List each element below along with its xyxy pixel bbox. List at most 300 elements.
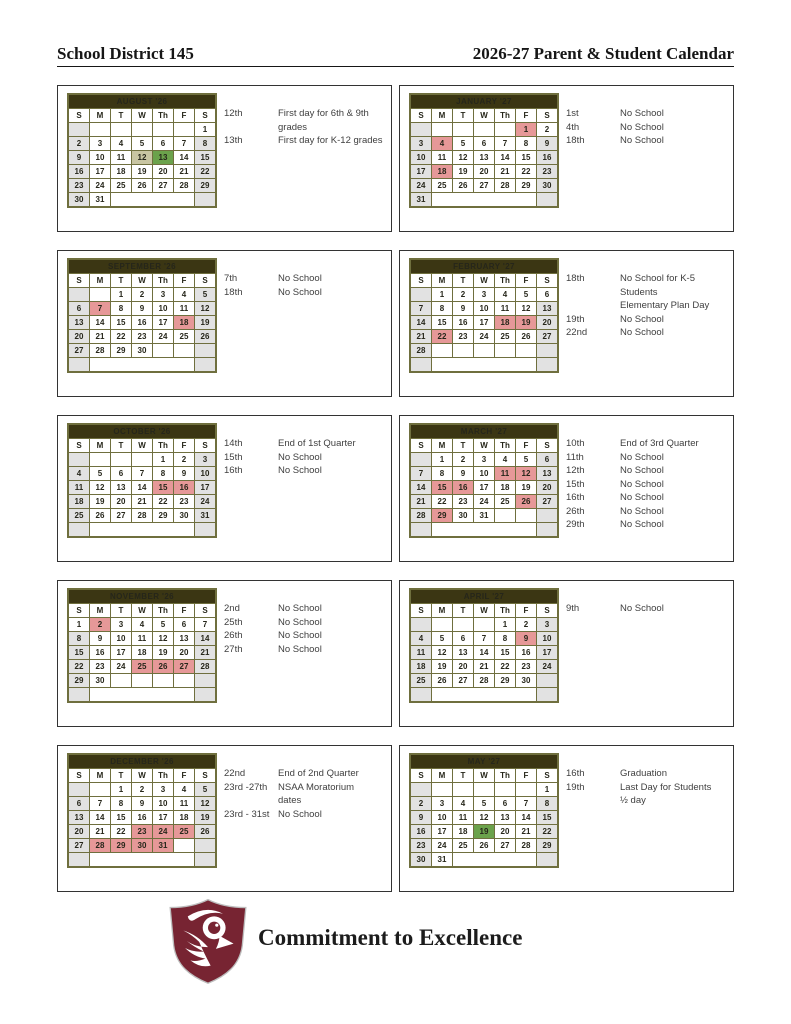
empty-cell [432, 358, 537, 373]
empty-cell [153, 674, 174, 688]
hawk-shield-logo [164, 897, 252, 985]
note-description: End of 3rd Quarter [620, 438, 699, 449]
empty-cell [174, 344, 195, 358]
date-cell-23: 23 [132, 825, 153, 839]
date-cell-18: 18 [453, 825, 474, 839]
date-cell-24: 24 [90, 179, 111, 193]
date-cell-12: 12 [132, 151, 153, 165]
empty-cell [410, 783, 432, 797]
date-cell-8: 8 [516, 137, 537, 151]
day-header-cell: F [516, 274, 537, 288]
date-cell-19: 19 [195, 316, 217, 330]
date-cell-14: 14 [495, 151, 516, 165]
date-cell-16: 16 [516, 646, 537, 660]
empty-cell [474, 123, 495, 137]
day-header-cell: S [410, 604, 432, 618]
date-cell-13: 13 [68, 811, 90, 825]
date-cell-4: 4 [495, 288, 516, 302]
month-panel-december-26 [57, 745, 392, 892]
date-cell-25: 25 [68, 509, 90, 523]
date-cell-21: 21 [474, 660, 495, 674]
month-notes [566, 107, 727, 148]
date-cell-6: 6 [68, 302, 90, 316]
date-cell-30: 30 [453, 509, 474, 523]
empty-cell [90, 783, 111, 797]
date-cell-27: 27 [537, 495, 559, 509]
date-cell-23: 23 [453, 330, 474, 344]
day-header-cell: S [537, 769, 559, 783]
date-cell-13: 13 [453, 646, 474, 660]
note-description: End of 2nd Quarter [278, 768, 359, 779]
date-cell-9: 9 [516, 632, 537, 646]
date-cell-26: 26 [432, 674, 453, 688]
note-description: No School [278, 616, 322, 628]
empty-cell [195, 674, 217, 688]
note-description: No School [278, 643, 322, 655]
empty-cell [432, 344, 453, 358]
note-date: 18th [224, 286, 243, 298]
empty-cell [132, 674, 153, 688]
date-cell-29: 29 [537, 839, 559, 853]
empty-cell [68, 783, 90, 797]
date-cell-19: 19 [90, 495, 111, 509]
date-cell-28: 28 [132, 509, 153, 523]
note-date: 18th [566, 273, 585, 284]
day-header-cell: S [410, 439, 432, 453]
note-row [566, 107, 727, 121]
date-cell-3: 3 [90, 137, 111, 151]
date-cell-4: 4 [174, 783, 195, 797]
date-cell-24: 24 [432, 839, 453, 853]
date-cell-14: 14 [474, 646, 495, 660]
month-panel-september-26 [57, 250, 392, 397]
empty-cell [410, 453, 432, 467]
calendar-table [409, 588, 559, 703]
date-cell-15: 15 [68, 646, 90, 660]
calendar-table [67, 423, 217, 538]
date-cell-22: 22 [495, 660, 516, 674]
date-cell-9: 9 [410, 811, 432, 825]
empty-cell [495, 123, 516, 137]
empty-cell [195, 839, 217, 853]
date-cell-19: 19 [432, 660, 453, 674]
date-cell-17: 17 [474, 481, 495, 495]
date-cell-2: 2 [410, 797, 432, 811]
empty-cell [111, 193, 195, 208]
date-cell-22: 22 [537, 825, 559, 839]
note-row [224, 451, 385, 465]
day-header-cell: M [432, 769, 453, 783]
date-cell-3: 3 [474, 288, 495, 302]
empty-cell [432, 783, 453, 797]
date-cell-5: 5 [90, 467, 111, 481]
date-cell-27: 27 [68, 839, 90, 853]
date-cell-24: 24 [410, 179, 432, 193]
date-cell-19: 19 [474, 825, 495, 839]
empty-cell [537, 358, 559, 373]
date-cell-4: 4 [174, 288, 195, 302]
date-cell-26: 26 [153, 660, 174, 674]
date-cell-15: 15 [495, 646, 516, 660]
note-description: No School [278, 286, 322, 298]
date-cell-8: 8 [111, 797, 132, 811]
month-notes [224, 272, 385, 299]
date-cell-30: 30 [537, 179, 559, 193]
date-cell-12: 12 [516, 467, 537, 481]
empty-cell [174, 839, 195, 853]
note-description: No School for K-5 Students Elementary Plan Day [620, 273, 710, 311]
day-header-cell: Th [495, 604, 516, 618]
date-cell-25: 25 [132, 660, 153, 674]
empty-cell [195, 688, 217, 703]
day-header-cell: Th [495, 439, 516, 453]
date-cell-18: 18 [432, 165, 453, 179]
note-row [566, 451, 727, 465]
date-cell-18: 18 [111, 165, 132, 179]
date-cell-25: 25 [111, 179, 132, 193]
empty-cell [153, 123, 174, 137]
day-header-cell: T [453, 769, 474, 783]
note-description: End of 1st Quarter [278, 438, 356, 449]
day-header-cell: S [410, 769, 432, 783]
day-header-cell: S [195, 109, 217, 123]
empty-cell [432, 123, 453, 137]
day-header-cell: F [516, 769, 537, 783]
date-cell-25: 25 [174, 825, 195, 839]
note-description: No School [620, 603, 664, 614]
date-cell-10: 10 [410, 151, 432, 165]
header-underline [57, 66, 734, 67]
date-cell-11: 11 [432, 151, 453, 165]
date-cell-14: 14 [132, 481, 153, 495]
empty-cell [453, 853, 537, 868]
empty-cell [111, 453, 132, 467]
date-cell-22: 22 [432, 330, 453, 344]
date-cell-2: 2 [453, 453, 474, 467]
date-cell-1: 1 [432, 288, 453, 302]
date-cell-25: 25 [432, 179, 453, 193]
note-row [566, 518, 727, 532]
day-header-cell: S [195, 439, 217, 453]
month-title: FEBRUARY '27 [410, 259, 558, 274]
note-date: 23rd - 31st [224, 808, 270, 820]
day-header-cell: F [174, 604, 195, 618]
date-cell-30: 30 [132, 839, 153, 853]
empty-cell [537, 509, 559, 523]
note-date: 14th [224, 438, 243, 449]
date-cell-7: 7 [132, 467, 153, 481]
date-cell-6: 6 [453, 632, 474, 646]
date-cell-2: 2 [90, 618, 111, 632]
day-header-cell: T [453, 109, 474, 123]
day-header-cell: S [410, 109, 432, 123]
day-header-cell: F [174, 274, 195, 288]
date-cell-10: 10 [537, 632, 559, 646]
empty-cell [90, 453, 111, 467]
date-cell-1: 1 [111, 783, 132, 797]
date-cell-19: 19 [195, 811, 217, 825]
date-cell-4: 4 [495, 453, 516, 467]
note-row [224, 781, 385, 808]
month-title: JANUARY '27 [410, 94, 558, 109]
date-cell-12: 12 [90, 481, 111, 495]
date-cell-15: 15 [111, 811, 132, 825]
date-cell-21: 21 [90, 330, 111, 344]
note-date: 12th [566, 465, 585, 476]
day-header-cell: M [432, 439, 453, 453]
note-description: No School [620, 451, 664, 463]
date-cell-9: 9 [453, 302, 474, 316]
date-cell-6: 6 [474, 137, 495, 151]
day-header-cell: T [453, 274, 474, 288]
empty-cell [432, 523, 537, 538]
note-row [566, 121, 727, 135]
calendar-table [409, 423, 559, 538]
date-cell-7: 7 [516, 797, 537, 811]
date-cell-4: 4 [68, 467, 90, 481]
note-row [566, 491, 727, 505]
note-date: 16th [566, 492, 585, 503]
day-header-cell: M [432, 274, 453, 288]
note-row [566, 464, 727, 478]
note-date: 16th [566, 768, 585, 779]
note-row [224, 272, 385, 286]
note-date: 15th [224, 451, 243, 463]
date-cell-17: 17 [153, 316, 174, 330]
date-cell-14: 14 [410, 316, 432, 330]
note-date: 19th [566, 313, 585, 325]
date-cell-10: 10 [153, 797, 174, 811]
note-date: 15th [566, 478, 585, 490]
month-notes [224, 107, 385, 148]
date-cell-14: 14 [410, 481, 432, 495]
date-cell-27: 27 [495, 839, 516, 853]
day-header-cell: W [474, 109, 495, 123]
date-cell-28: 28 [516, 839, 537, 853]
date-cell-17: 17 [90, 165, 111, 179]
date-cell-30: 30 [132, 344, 153, 358]
note-date: 12th [224, 108, 243, 119]
date-cell-20: 20 [68, 825, 90, 839]
date-cell-9: 9 [537, 137, 559, 151]
empty-cell [410, 288, 432, 302]
date-cell-3: 3 [111, 618, 132, 632]
date-cell-1: 1 [516, 123, 537, 137]
date-cell-1: 1 [432, 453, 453, 467]
day-header-cell: W [474, 274, 495, 288]
day-header-cell: Th [153, 274, 174, 288]
note-row [224, 134, 385, 148]
day-header-cell: Th [153, 109, 174, 123]
month-panel-october-26 [57, 415, 392, 562]
day-header-cell: T [111, 439, 132, 453]
note-date: 18th [566, 135, 585, 146]
date-cell-7: 7 [495, 137, 516, 151]
note-row [566, 767, 727, 781]
date-cell-23: 23 [68, 179, 90, 193]
day-header-cell: S [68, 109, 90, 123]
date-cell-20: 20 [68, 330, 90, 344]
date-cell-31: 31 [153, 839, 174, 853]
date-cell-21: 21 [495, 165, 516, 179]
date-cell-8: 8 [111, 302, 132, 316]
empty-cell [90, 853, 195, 868]
date-cell-8: 8 [195, 137, 217, 151]
date-cell-10: 10 [474, 467, 495, 481]
empty-cell [90, 688, 195, 703]
date-cell-21: 21 [516, 825, 537, 839]
empty-cell [537, 853, 559, 868]
day-header-cell: M [90, 604, 111, 618]
day-header-cell: S [68, 604, 90, 618]
empty-cell [432, 193, 537, 208]
date-cell-26: 26 [474, 839, 495, 853]
date-cell-7: 7 [90, 302, 111, 316]
date-cell-17: 17 [195, 481, 217, 495]
date-cell-26: 26 [453, 179, 474, 193]
empty-cell [195, 853, 217, 868]
note-description: No School [620, 108, 664, 119]
date-cell-6: 6 [111, 467, 132, 481]
date-cell-28: 28 [90, 839, 111, 853]
date-cell-16: 16 [68, 165, 90, 179]
date-cell-2: 2 [68, 137, 90, 151]
date-cell-21: 21 [174, 165, 195, 179]
day-header-cell: S [537, 604, 559, 618]
date-cell-12: 12 [474, 811, 495, 825]
day-header-cell: W [474, 604, 495, 618]
date-cell-10: 10 [153, 302, 174, 316]
note-date: 7th [224, 273, 238, 284]
empty-cell [453, 344, 474, 358]
note-description: No School [278, 603, 322, 614]
note-date: 11th [566, 451, 584, 463]
date-cell-13: 13 [174, 632, 195, 646]
district-title: School District 145 [57, 44, 194, 63]
date-cell-1: 1 [537, 783, 559, 797]
empty-cell [537, 688, 559, 703]
month-panel-may-27 [399, 745, 734, 892]
date-cell-1: 1 [195, 123, 217, 137]
day-header-cell: W [132, 109, 153, 123]
date-cell-7: 7 [410, 302, 432, 316]
date-cell-26: 26 [195, 330, 217, 344]
note-description: Last Day for Students ½ day [620, 781, 712, 806]
note-row [224, 602, 385, 616]
date-cell-11: 11 [453, 811, 474, 825]
date-cell-27: 27 [153, 179, 174, 193]
date-cell-3: 3 [537, 618, 559, 632]
date-cell-8: 8 [495, 632, 516, 646]
date-cell-23: 23 [537, 165, 559, 179]
date-cell-27: 27 [68, 344, 90, 358]
note-row [566, 272, 727, 313]
date-cell-24: 24 [111, 660, 132, 674]
note-row [224, 107, 385, 134]
note-date: 27th [224, 643, 243, 655]
date-cell-27: 27 [453, 674, 474, 688]
date-cell-25: 25 [495, 330, 516, 344]
day-header-cell: S [537, 109, 559, 123]
date-cell-21: 21 [132, 495, 153, 509]
note-row [224, 629, 385, 643]
date-cell-17: 17 [111, 646, 132, 660]
day-header-cell: Th [495, 274, 516, 288]
date-cell-16: 16 [90, 646, 111, 660]
day-header-cell: Th [495, 109, 516, 123]
date-cell-17: 17 [410, 165, 432, 179]
date-cell-20: 20 [537, 316, 559, 330]
note-row [224, 616, 385, 630]
day-header-cell: M [432, 109, 453, 123]
date-cell-27: 27 [537, 330, 559, 344]
note-date: 29th [566, 519, 585, 530]
empty-cell [410, 523, 432, 538]
day-header-cell: M [90, 769, 111, 783]
empty-cell [410, 123, 432, 137]
month-notes [566, 272, 727, 340]
calendar-title: 2026-27 Parent & Student Calendar [472, 44, 734, 63]
month-title: AUGUST '26 [68, 94, 216, 109]
date-cell-29: 29 [495, 674, 516, 688]
empty-cell [410, 618, 432, 632]
date-cell-15: 15 [195, 151, 217, 165]
date-cell-30: 30 [516, 674, 537, 688]
date-cell-11: 11 [111, 151, 132, 165]
empty-cell [90, 288, 111, 302]
date-cell-15: 15 [432, 316, 453, 330]
date-cell-10: 10 [474, 302, 495, 316]
day-header-cell: M [90, 274, 111, 288]
date-cell-14: 14 [516, 811, 537, 825]
day-header-cell: S [410, 274, 432, 288]
date-cell-3: 3 [432, 797, 453, 811]
date-cell-14: 14 [174, 151, 195, 165]
date-cell-22: 22 [432, 495, 453, 509]
date-cell-23: 23 [132, 330, 153, 344]
date-cell-5: 5 [195, 288, 217, 302]
date-cell-6: 6 [537, 288, 559, 302]
date-cell-9: 9 [453, 467, 474, 481]
date-cell-29: 29 [111, 839, 132, 853]
empty-cell [474, 783, 495, 797]
date-cell-19: 19 [516, 481, 537, 495]
note-description: No School [620, 121, 664, 133]
date-cell-6: 6 [153, 137, 174, 151]
day-header-cell: W [132, 769, 153, 783]
date-cell-19: 19 [153, 646, 174, 660]
date-cell-20: 20 [111, 495, 132, 509]
date-cell-24: 24 [474, 495, 495, 509]
date-cell-28: 28 [90, 344, 111, 358]
empty-cell [495, 783, 516, 797]
empty-cell [68, 853, 90, 868]
date-cell-12: 12 [516, 302, 537, 316]
date-cell-16: 16 [174, 481, 195, 495]
note-date: 22nd [224, 768, 246, 779]
date-cell-28: 28 [410, 344, 432, 358]
note-row [224, 464, 385, 478]
date-cell-1: 1 [111, 288, 132, 302]
empty-cell [516, 509, 537, 523]
day-header-cell: S [195, 604, 217, 618]
calendar-table [67, 588, 217, 703]
note-row [566, 602, 727, 616]
date-cell-22: 22 [195, 165, 217, 179]
note-row [566, 505, 727, 519]
date-cell-12: 12 [195, 797, 217, 811]
empty-cell [174, 123, 195, 137]
